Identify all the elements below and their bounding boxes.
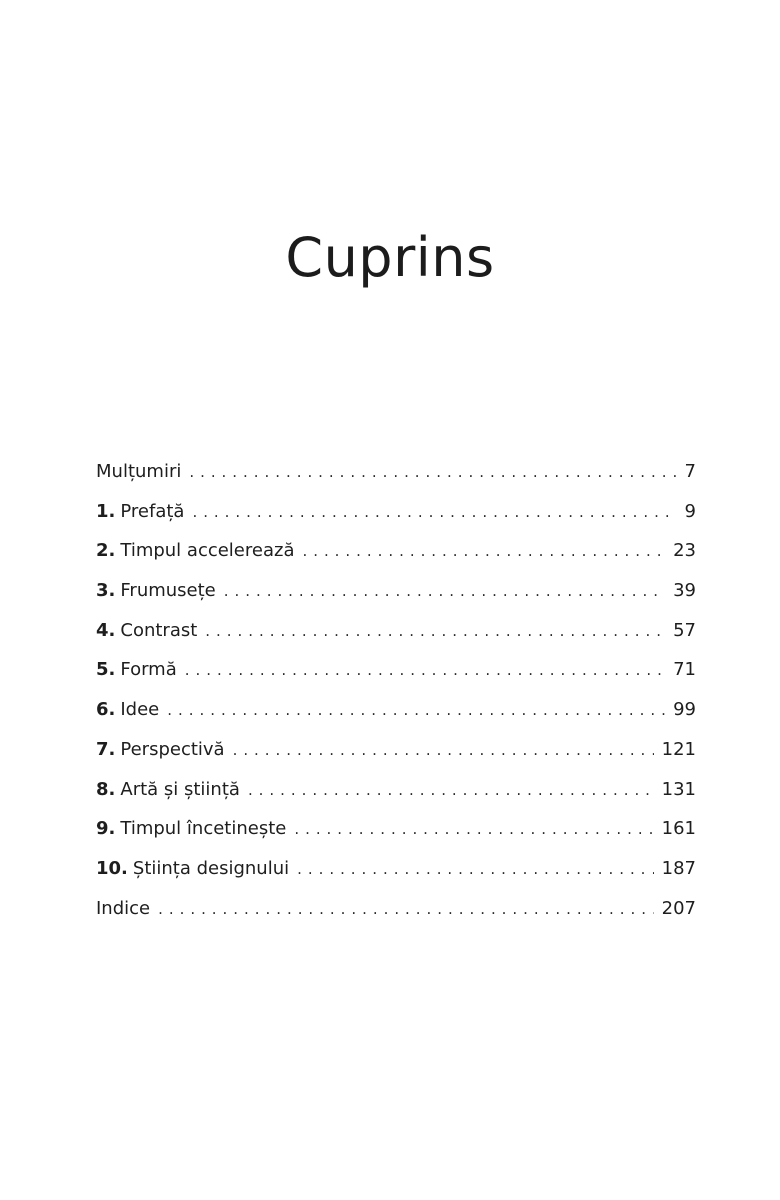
toc-entry[interactable] [96,452,696,492]
toc-entry-page: 99 [673,699,696,721]
toc-entry[interactable] [96,809,696,849]
toc-entry[interactable] [96,690,696,730]
toc-entry-page: 71 [673,659,696,681]
toc-entry-page: 7 [684,461,696,482]
toc-entry-number: 3. [96,580,116,602]
toc-entry-title: Timpul accelerează [120,540,295,562]
toc-entry[interactable] [96,770,696,810]
toc-entry[interactable] [96,611,696,651]
dot-leader [189,453,676,493]
toc-entry-number: 4. [96,619,116,641]
toc-entry-number: 6. [96,699,116,721]
toc-entry-title: Timpul încetinește [120,818,287,840]
toc-entry-page: 9 [684,500,696,522]
toc-entry[interactable] [96,730,696,770]
toc-entry-page: 23 [673,540,696,562]
dot-leader [297,850,654,890]
toc-entry-title: Artă și știință [120,778,240,800]
toc-entry[interactable] [96,531,696,571]
toc-entry-page: 39 [673,580,696,602]
toc-entry-title: Idee [120,699,160,721]
toc-entry-number: 5. [96,659,116,681]
toc-entry[interactable] [96,571,696,611]
toc-entry-number: 1. [96,500,116,522]
toc-entry-number: 7. [96,738,116,760]
dot-leader [302,532,665,572]
dot-leader [224,572,665,612]
dot-leader [185,651,665,691]
toc-entry-title: Indice [96,897,151,919]
toc-entry-number: 9. [96,818,116,840]
page-title: Cuprins [285,226,495,289]
dot-leader [248,771,654,811]
table-of-contents [96,452,696,928]
toc-entry-page: 57 [673,619,696,641]
toc-entry-page: 187 [661,857,696,879]
toc-entry[interactable] [96,650,696,690]
toc-entry-number: 2. [96,540,116,562]
toc-entry-number: 8. [96,778,116,800]
dot-leader [192,493,676,533]
toc-entry[interactable] [96,889,696,929]
toc-entry[interactable] [96,492,696,532]
dot-leader [167,691,665,731]
toc-entry-title: Prefață [120,500,185,522]
toc-entry-page: 161 [661,818,696,840]
dot-leader [158,890,654,930]
dot-leader [294,810,653,850]
toc-entry-title: Perspectivă [120,738,225,760]
toc-entry-title: Frumusețe [120,580,216,602]
toc-entry-title: Știința designului [132,857,290,879]
toc-entry-title: Formă [120,659,177,681]
dot-leader [205,612,665,652]
toc-entry-title: Contrast [120,619,198,641]
dot-leader [233,731,654,771]
toc-entry[interactable] [96,849,696,889]
toc-entry-title: Mulțumiri [96,461,182,482]
toc-entry-page: 207 [661,897,696,919]
toc-entry-page: 131 [661,778,696,800]
toc-entry-number: 10. [96,857,128,879]
toc-entry-page: 121 [661,738,696,760]
